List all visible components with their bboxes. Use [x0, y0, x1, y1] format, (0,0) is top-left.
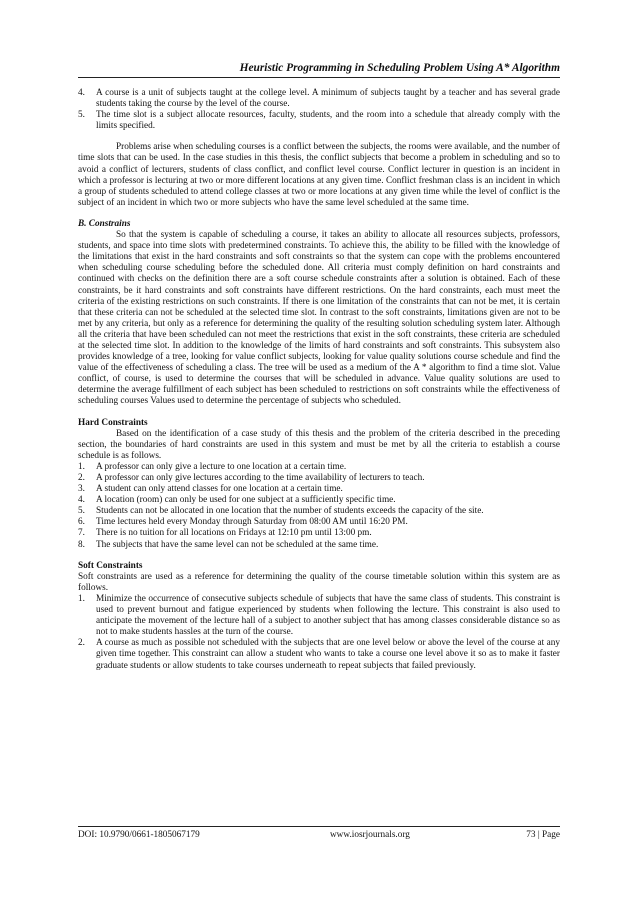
list-item-text: A location (room) can only be used for one subject at a sufficiently specific time.	[96, 495, 396, 506]
list-item-text: The subjects that have the same level can not be scheduled at the same time.	[96, 539, 379, 550]
paragraph-constrains: So that the system is capable of scheduling a course, it takes an ability to allocate all resources subjects, professors, students, and space into time slots with predetermined constraints. To achieve this, the ability to be filled with the knowledge of the limitations that exist in the hard constraints and soft constraints so that the system can cope with the problems encountered when scheduling course scheduling before the scheduled done. All criteria must comply definition on hard constraints and continued with checks on the definition there are a soft course schedule constraints after a solution is obtained. Each of these constraints, be it hard constraints and soft constraints have different restrictions. On the hard constraints, each must meet the criteria of the existing restrictions on such constraints. If there is one limitation of the constraints that can not be met, it is certain that these criteria can not be scheduled at the selected time slot. In contrast to the soft constraints, limitations given are not to be met by any criteria, but only as a reference for determining the quality of the resulting solution scheduling system later. Although all the criteria that have been scheduled can not meet the restrictions that exist in the soft constraints, these criteria are scheduled at the selected time slot. In addition to the knowledge of the limits of hard constraints and soft constraints. This subsystem also provides knowledge of a tree, looking for value conflict subjects, looking for value quality solutions course schedule and find the value of the effectiveness of scheduling a class. The tree will be used as a medium of the A * algorithm to find a time slot. Value conflict, of course, is used to determine the courses that will be scheduled in advance. Value quality solutions are used to determine the average fulfillment of each subject has been scheduled to restrictions on soft constraints while the effectiveness of scheduling courses Values used to determine the percentage of subjects who scheduled.	[78, 230, 560, 407]
list-item-number: 4.	[78, 88, 85, 98]
paragraph-hard-intro: Based on the identification of a case study of this thesis and the problem of the criteria described in the preceding section, the boundaries of hard constraints are used in this system and must be met by all the criteria to establish a course schedule is as follows.	[78, 428, 560, 461]
list-item	[78, 484, 560, 495]
list-item-number: 5.	[78, 110, 85, 121]
list-item-number: 2.	[78, 638, 85, 649]
list-item-number: 5.	[78, 506, 85, 517]
list-item	[78, 528, 560, 539]
subheading-soft-constraints: Soft Constraints	[78, 560, 143, 571]
list-item	[78, 540, 560, 551]
list-item-text: A course as much as possible not scheduled with the subjects that are one level below or above the level of the course at any given time together. This constraint can allow a student who wants to take a course one level above it so as to make it faster graduate students or allow students to take courses underneath to repeat subjects that failed previously.	[96, 638, 560, 671]
list-item-text: A course is a unit of subjects taught at the college level. A minimum of subjects taught by a teacher and has several grade students taking the course by the level of the course.	[96, 88, 560, 110]
list-item-number: 6.	[78, 517, 85, 528]
list-item-text: Minimize the occurrence of consecutive subjects schedule of subjects that have the same class of students. This constraint is used to prevent burnout and fatigue experienced by students when following the lecture. This constraint is also used to anticipate the movement of the lecture hall of a subject to another subject that has among classes considerable distance so as not to make students hassles at the turn of the course.	[96, 593, 560, 638]
list-item-number: 1.	[78, 593, 85, 604]
list-item	[78, 473, 560, 484]
list-item-number: 1.	[78, 461, 85, 472]
paragraph-soft-intro: Soft constraints are used as a reference for determining the quality of the course timetable solution within this system are as follows.	[78, 571, 560, 593]
page-content	[78, 88, 560, 672]
hard-constraints-list	[78, 462, 560, 551]
subheading-hard-constraints: Hard Constraints	[78, 417, 148, 428]
numbered-list-course-definitions	[78, 88, 560, 132]
list-item-number: 7.	[78, 528, 85, 539]
list-item-number: 3.	[78, 484, 85, 495]
list-item-number: 4.	[78, 495, 85, 506]
list-item	[78, 462, 560, 473]
list-item-text: A professor can only give lectures according to the time availability of lecturers to teach.	[96, 473, 425, 483]
header-rule	[78, 77, 560, 78]
list-item	[78, 495, 560, 506]
list-item-text: Time lectures held every Monday through Saturday from 08:00 AM until 16:20 PM.	[96, 517, 408, 528]
running-header-title: Heuristic Programming in Scheduling Problem Using A* Algorithm	[239, 62, 560, 74]
footer-website: www.iosrjournals.org	[330, 830, 410, 840]
soft-constraints-list	[78, 594, 560, 672]
list-item	[78, 88, 560, 110]
section-heading-constrains: B. Constrains	[78, 218, 131, 229]
list-item	[78, 638, 560, 671]
list-item	[78, 517, 560, 528]
list-item-text: A student can only attend classes for one location at a certain time.	[96, 484, 343, 495]
list-item	[78, 110, 560, 132]
list-item-number: 2.	[78, 473, 85, 483]
footer-rule	[78, 826, 560, 827]
list-item-text: A professor can only give a lecture to one location at a certain time.	[96, 461, 347, 472]
list-item-number: 8.	[78, 539, 85, 550]
paragraph-problems: Problems arise when scheduling courses is a conflict between the subjects, the rooms were available, and the number of time slots that can be used. In the case studies in this thesis, the conflict subjects that become a problem in scheduling and so to avoid a conflict of lecturers, students of class conflict, and conflict level course. Conflict lecturer in question is an incident in which a professor is lecturing at two or more different locations at any given time. Conflict freshman class is an incident in which a group of students scheduled to attend college classes at two or more locations at any given time while the level of conflict is the subject of an incident in which two or more subjects who have the same level scheduled at the same time.	[78, 142, 560, 208]
list-item	[78, 594, 560, 638]
list-item-text: The time slot is a subject allocate resources, faculty, students, and the room into a schedule that already comply with the limits specified.	[96, 110, 560, 132]
list-item-text: Students can not be allocated in one location that the number of students exceeds the capacity of the site.	[96, 506, 484, 517]
footer-page-number: 73 | Page	[526, 830, 560, 840]
list-item-text: There is no tuition for all locations on Fridays at 12:10 pm until 13:00 pm.	[96, 528, 372, 539]
footer-doi: DOI: 10.9790/0661-1805067179	[78, 830, 200, 840]
list-item	[78, 506, 560, 517]
